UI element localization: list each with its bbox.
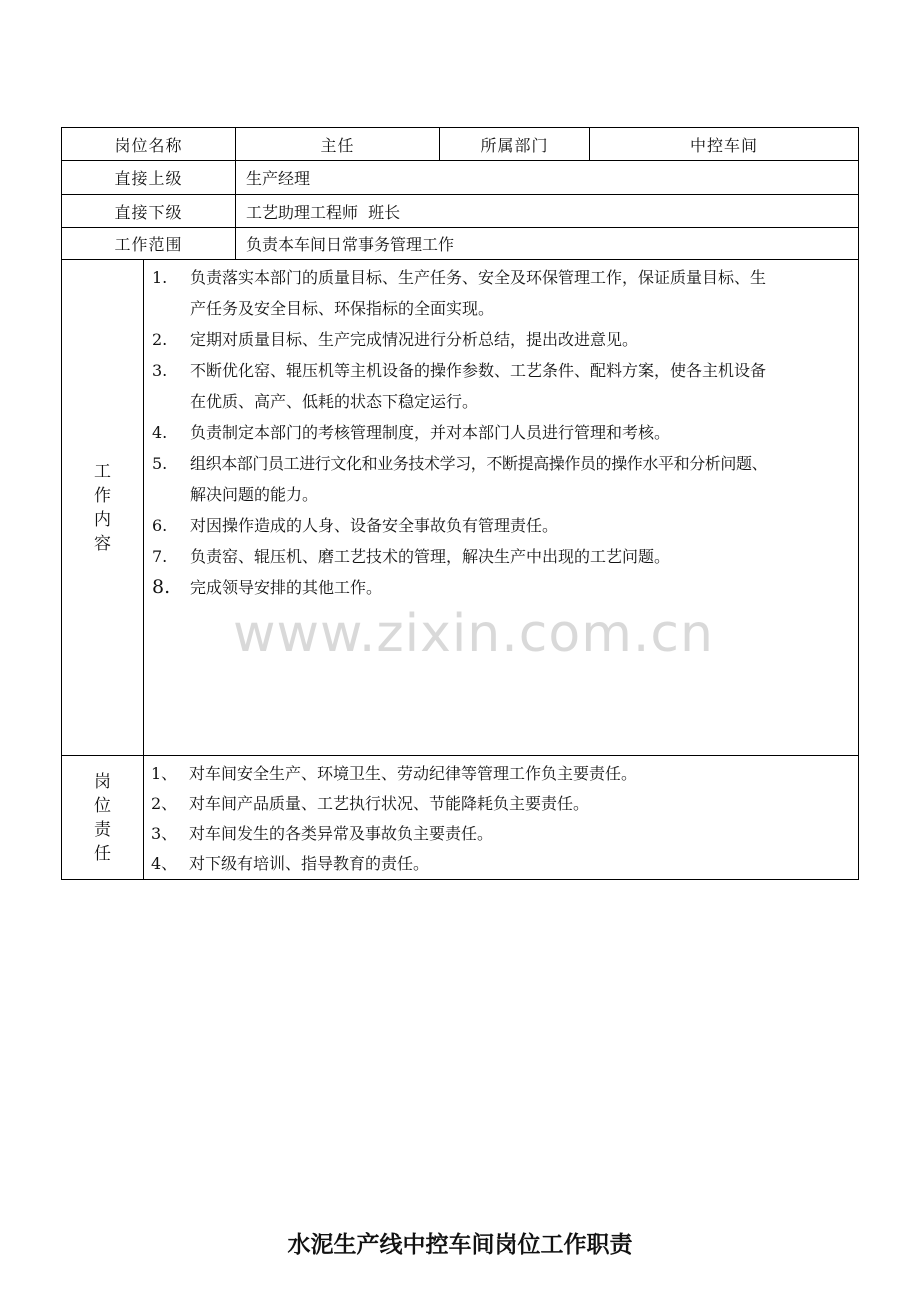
- list-item: [152, 510, 856, 541]
- list-item: [152, 572, 856, 603]
- list-item-line: 组织本部门员工进行文化和业务技术学习，不断提高操作员的操作水平和分析问题、: [190, 454, 768, 473]
- list-item-line: 负责制定本部门的考核管理制度，并对本部门人员进行管理和考核。: [190, 423, 671, 442]
- list-item-number: 6.: [152, 516, 168, 535]
- list-item: [152, 324, 856, 355]
- superior-value: 生产经理: [246, 169, 311, 188]
- subordinate-label: 直接下级: [114, 202, 183, 222]
- list-item-number: 4、: [151, 854, 178, 873]
- list-item-line: 在优质、高产、低耗的状态下稳定运行。: [190, 392, 479, 411]
- list-item: [151, 759, 851, 789]
- post-name-label: 岗位名称: [114, 135, 183, 155]
- list-item-line: 不断优化窑、辊压机等主机设备的操作参数、工艺条件、配料方案，使各主机设备: [190, 361, 767, 380]
- department-value: 中控车间: [689, 135, 758, 155]
- post-name-value: 主任: [320, 135, 355, 155]
- responsibility-label-char: 任: [94, 843, 111, 864]
- list-item-number: 5.: [152, 454, 168, 473]
- watermark: www.zixin.com.cn: [233, 604, 714, 664]
- scope-label: 工作范围: [114, 235, 183, 254]
- duties-list: [152, 262, 856, 603]
- subordinate-value: 工艺助理工程师 班长: [246, 202, 401, 222]
- list-item-text: 对车间安全生产、环境卫生、劳动纪律等管理工作负主要责任。: [189, 764, 638, 783]
- list-item: [151, 819, 851, 849]
- responsibility-label-char: 责: [94, 819, 111, 840]
- list-item: [152, 448, 856, 510]
- list-item: [151, 849, 851, 879]
- list-item-number: 2、: [151, 794, 178, 813]
- list-item-number: 2.: [152, 330, 168, 349]
- superior-label: 直接上级: [114, 169, 183, 188]
- list-item-line: 负责落实本部门的质量目标、生产任务、安全及环保管理工作，保证质量目标、生: [190, 268, 767, 287]
- list-item: [151, 789, 851, 819]
- list-item-line: 完成领导安排的其他工作。: [190, 578, 383, 597]
- list-item: [152, 417, 856, 448]
- list-item-line: 产任务及安全目标、环保指标的全面实现。: [190, 299, 495, 318]
- duties-label-char: 容: [94, 533, 111, 554]
- responsibility-label-char: 岗: [94, 771, 111, 792]
- responsibility-list: [151, 759, 851, 879]
- list-item-text: 对下级有培训、指导教育的责任。: [189, 854, 430, 873]
- list-item: [152, 355, 856, 417]
- department-label: 所属部门: [480, 135, 549, 155]
- list-item-line: 定期对质量目标、生产完成情况进行分析总结，提出改进意见。: [190, 330, 639, 349]
- list-item-number: 3.: [152, 361, 168, 380]
- responsibility-label-char: 位: [94, 795, 111, 816]
- duties-label-char: 工: [94, 461, 111, 482]
- responsibility-label: [62, 756, 143, 879]
- list-item-line: 对因操作造成的人身、设备安全事故负有管理责任。: [190, 516, 559, 535]
- duties-label: [62, 260, 143, 755]
- list-item: [152, 262, 856, 324]
- list-item-text: 对车间产品质量、工艺执行状况、节能降耗负主要责任。: [189, 794, 590, 813]
- list-item-line: 负责窑、辊压机、磨工艺技术的管理，解决生产中出现的工艺问题。: [190, 547, 671, 566]
- list-item-number: 4.: [152, 423, 168, 442]
- duties-label-char: 内: [94, 509, 111, 530]
- list-item-line: 解决问题的能力。: [190, 485, 319, 504]
- list-item-number: 1、: [151, 764, 178, 783]
- list-item-number: 8.: [152, 576, 171, 598]
- list-item-number: 1.: [152, 268, 168, 287]
- document-title: 水泥生产线中控车间岗位工作职责: [287, 1232, 633, 1258]
- list-item-number: 3、: [151, 824, 178, 843]
- duties-label-char: 作: [94, 485, 111, 506]
- list-item: [152, 541, 856, 572]
- list-item-number: 7.: [152, 547, 168, 566]
- scope-value: 负责本车间日常事务管理工作: [246, 235, 455, 254]
- list-item-text: 对车间发生的各类异常及事故负主要责任。: [189, 824, 494, 843]
